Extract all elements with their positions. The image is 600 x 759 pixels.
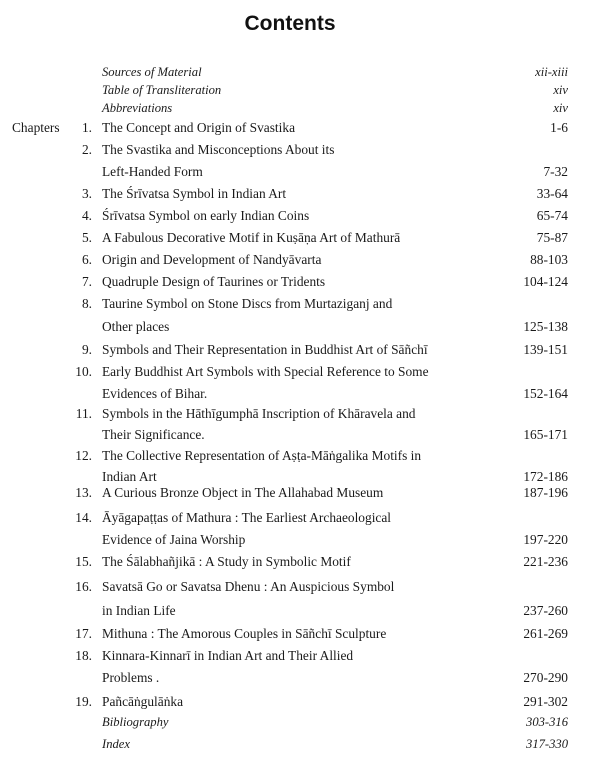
- chapter-title: Evidences of Bihar.: [102, 386, 208, 401]
- chapter-pages: 221-236: [523, 554, 568, 569]
- toc-entry-line: [0, 508, 600, 528]
- chapter-title: The Collective Representation of Aṣṭa-Māṅgalika Motifs in: [102, 448, 422, 463]
- toc-entry-line: [0, 140, 600, 160]
- toc-entry-line: [0, 577, 600, 597]
- chapter-number: 16.: [75, 579, 92, 594]
- chapter-pages: 7-32: [543, 164, 568, 179]
- entry-pages: xiv: [553, 83, 568, 97]
- chapter-title: A Curious Bronze Object in The Allahabad Museum: [102, 485, 384, 500]
- chapter-number: 6.: [81, 252, 92, 267]
- toc-entry-line: [0, 362, 600, 382]
- chapter-number: 10.: [75, 364, 92, 379]
- toc-entry-line: [0, 624, 600, 644]
- chapters-label: Chapters: [12, 120, 60, 135]
- chapter-number: 12.: [75, 448, 92, 463]
- toc-entry-line: [0, 184, 600, 204]
- chapter-pages: 187-196: [523, 485, 568, 500]
- toc-entry-line: [0, 646, 600, 666]
- chapter-title: Early Buddhist Art Symbols with Special Reference to Some: [102, 364, 429, 379]
- chapter-title: The Śālabhañjikā : A Study in Symbolic Motif: [102, 554, 351, 569]
- toc-entry-line: [0, 483, 600, 503]
- chapter-pages: 104-124: [523, 274, 568, 289]
- back-matter-entry: [0, 734, 600, 754]
- chapter-pages: 237-260: [523, 603, 568, 618]
- toc-entry-line: [0, 206, 600, 226]
- chapter-number: 19.: [75, 694, 92, 709]
- chapter-pages: 1-6: [550, 120, 568, 135]
- entry-title: Index: [102, 737, 130, 751]
- chapter-pages: 291-302: [523, 694, 568, 709]
- chapter-title: Āyāgapaṭṭas of Mathura : The Earliest Archaeological: [102, 510, 392, 525]
- back-matter-entry: [0, 712, 600, 732]
- entry-pages: xii-xiii: [535, 65, 568, 79]
- chapter-number: 3.: [81, 186, 92, 201]
- chapter-pages: 172-186: [523, 469, 568, 484]
- chapter-title: Indian Art: [102, 469, 157, 484]
- toc-entry-line: [0, 692, 600, 712]
- entry-pages: xiv: [553, 101, 568, 115]
- toc-entry-line: [0, 250, 600, 270]
- chapter-pages: 75-87: [536, 230, 568, 245]
- chapter-title: Savatsā Go or Savatsa Dhenu : An Auspicious Symbol: [102, 579, 395, 594]
- chapter-pages: 197-220: [523, 532, 568, 547]
- toc-entry-line: [0, 340, 600, 360]
- chapter-number: 18.: [75, 648, 92, 663]
- toc-entry-line: [0, 384, 600, 404]
- chapter-number: 13.: [75, 485, 92, 500]
- chapter-title: Evidence of Jaina Worship: [102, 532, 246, 547]
- chapter-number: 15.: [75, 554, 92, 569]
- front-matter-entry: [0, 80, 600, 100]
- toc-entry-line: [0, 446, 600, 466]
- entry-title: Table of Transliteration: [102, 83, 222, 97]
- toc-entry-line: [0, 552, 600, 572]
- chapter-title: Other places: [102, 319, 170, 334]
- toc-entry-line: [0, 162, 600, 182]
- entry-pages: 317-330: [526, 737, 568, 751]
- chapter-pages: 270-290: [523, 670, 568, 685]
- chapter-number: 14.: [75, 510, 92, 525]
- chapter-title: Taurine Symbol on Stone Discs from Murtaziganj and: [102, 296, 393, 311]
- chapter-title: Mithuna : The Amorous Couples in Sāñchī Sculpture: [102, 626, 387, 641]
- chapter-title: Symbols and Their Representation in Buddhist Art of Sāñchī: [102, 342, 428, 357]
- toc-entry-line: [0, 118, 600, 138]
- toc-entry-line: [0, 601, 600, 621]
- toc-entry-line: [0, 272, 600, 292]
- chapter-pages: 125-138: [523, 319, 568, 334]
- chapter-title: Śrīvatsa Symbol on early Indian Coins: [102, 208, 310, 223]
- chapter-title: Left-Handed Form: [102, 164, 203, 179]
- chapter-title: Problems .: [102, 670, 160, 685]
- entry-pages: 303-316: [526, 715, 568, 729]
- chapter-title: Kinnara-Kinnarī in Indian Art and Their Allied: [102, 648, 354, 663]
- chapter-number: 2.: [81, 142, 92, 157]
- chapter-pages: 152-164: [523, 386, 568, 401]
- page-title: Contents: [244, 12, 336, 35]
- chapter-number: 11.: [75, 406, 92, 421]
- toc-entry-line: [0, 425, 600, 445]
- chapter-pages: 88-103: [530, 252, 568, 267]
- chapter-pages: 139-151: [523, 342, 568, 357]
- entry-title: Abbreviations: [102, 101, 173, 115]
- toc-entry-line: [0, 294, 600, 314]
- toc-entry-line: [0, 668, 600, 688]
- chapter-number: 7.: [81, 274, 92, 289]
- chapter-number: 1.: [81, 120, 92, 135]
- entry-title: Bibliography: [102, 715, 169, 729]
- chapter-number: 4.: [81, 208, 92, 223]
- chapter-title: Symbols in the Hāthīgumphā Inscription of Khāravela and: [102, 406, 416, 421]
- chapter-number: 9.: [81, 342, 92, 357]
- chapter-pages: 165-171: [523, 427, 568, 442]
- chapter-title: The Concept and Origin of Svastika: [102, 120, 296, 135]
- front-matter-entry: [0, 62, 600, 82]
- toc-entry-line: [0, 404, 600, 424]
- chapter-title: Origin and Development of Nandyāvarta: [102, 252, 322, 267]
- front-matter-entry: [0, 98, 600, 118]
- chapter-pages: 33-64: [536, 186, 568, 201]
- chapter-pages: 261-269: [523, 626, 568, 641]
- chapter-pages: 65-74: [536, 208, 568, 223]
- chapter-title: The Śrīvatsa Symbol in Indian Art: [102, 186, 287, 201]
- entry-title: Sources of Material: [102, 65, 202, 79]
- chapter-number: 5.: [81, 230, 92, 245]
- toc-entry-line: [0, 530, 600, 550]
- chapter-title: The Svastika and Misconceptions About its: [102, 142, 335, 157]
- chapter-title: in Indian Life: [102, 603, 176, 618]
- toc-entry-line: [0, 228, 600, 248]
- chapter-title: Pañcāṅgulāṅka: [102, 694, 184, 709]
- chapter-title: Their Significance.: [102, 427, 205, 442]
- chapter-number: 17.: [75, 626, 92, 641]
- chapter-title: Quadruple Design of Taurines or Tridents: [102, 274, 326, 289]
- chapter-number: 8.: [81, 296, 92, 311]
- chapter-title: A Fabulous Decorative Motif in Kuṣāṇa Art of Mathurā: [102, 230, 401, 245]
- toc-entry-line: [0, 317, 600, 337]
